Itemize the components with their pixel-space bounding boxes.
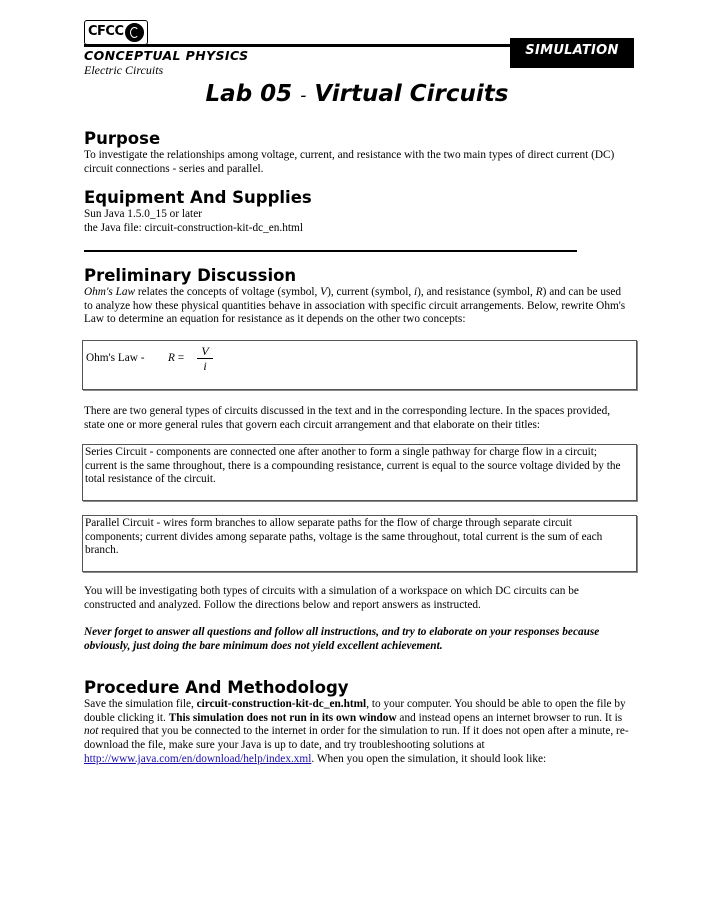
- course-name: CONCEPTUAL PHYSICS: [84, 48, 249, 63]
- file-name: circuit-construction-kit-dc_en.html: [196, 698, 367, 710]
- simulation-badge: SIMULATION: [510, 38, 634, 68]
- equipment-list: [84, 208, 629, 235]
- series-answer-box[interactable]: [82, 444, 637, 501]
- procedure-run: required that you be connected to the internet in order for the simulation to run. If it does not open after a minute, re-download the file, make sure your Java is up to date, and try troubleshooting solutions at: [84, 725, 629, 752]
- equipment-item: the Java file: circuit-construction-kit-dc_en.html: [84, 221, 303, 234]
- procedure-run: and instead opens an internet browser to run. It is: [396, 711, 623, 724]
- unit-name: Electric Circuits: [84, 63, 164, 77]
- procedure-run: , to your computer. You should be able to open the file by double clicking it.: [84, 698, 626, 724]
- section-divider: [84, 250, 577, 252]
- fraction-denominator: i: [203, 359, 207, 373]
- warning-bold: This simulation does not run in its own window: [168, 711, 397, 724]
- purpose-heading: Purpose: [84, 129, 161, 148]
- intro-text: ), current (symbol,: [327, 286, 414, 298]
- title-dash: -: [300, 86, 307, 106]
- resistance-symbol: R: [535, 286, 543, 298]
- preliminary-heading: Preliminary Discussion: [84, 266, 297, 285]
- ohms-law-fraction: [197, 344, 213, 373]
- circuit-types-text: There are two general types of circuits discussed in the text and in the corresponding lecture. In the spaces provided, state one or more general rules that govern each circuit arrangement and that elaborate on their titles:: [84, 405, 611, 431]
- investigation-text: You will be investigating both types of circuits with a simulation of a workspace on which DC circuits can be constructed and analyzed. Follow the directions below and report answers as instructed.: [84, 585, 579, 611]
- fraction-numerator: V: [197, 344, 213, 359]
- purpose-text: To investigate the relationships among voltage, current, and resistance with the two main types of direct current (DC) circuit connections - series and parallel.: [84, 149, 615, 175]
- java-help-link[interactable]: http://www.java.com/en/download/help/index.xml: [84, 752, 312, 765]
- parallel-answer: Parallel Circuit - wires form branches to allow separate paths for the flow of charge through separate circuit components; current divides among separate paths, voltage is the same throughout, total current is the sum of each branch.: [85, 517, 603, 557]
- intro-text: relates the concepts of voltage (symbol,: [135, 286, 321, 298]
- parallel-answer-box[interactable]: [82, 515, 637, 572]
- equipment-item: Sun Java 1.5.0_15 or later: [84, 208, 202, 220]
- resistance-symbol: R: [168, 352, 175, 364]
- ohms-law-label: Ohm's Law -: [86, 352, 145, 364]
- cfcc-seal-icon: [125, 23, 144, 42]
- ohms-law-term: Ohm's Law: [84, 286, 136, 298]
- lab-name: Virtual Circuits: [314, 81, 509, 107]
- lab-number: Lab 05: [205, 81, 293, 107]
- instruction-note: Never forget to answer all questions and follow all instructions, and try to elaborate on your responses because obviously, just doing the bare minimum does not yield excellent achievement.: [84, 626, 600, 652]
- page-title: [0, 81, 714, 107]
- series-answer: Series Circuit - components are connected one after another to form a single pathway for charge flow in a circuit; current is the same throughout, there is a compounding resistance, current is equal to the source voltage divided by the total resistance of the circuit.: [85, 446, 621, 486]
- current-symbol: i: [413, 286, 418, 298]
- ohms-law-lhs: R =: [168, 352, 185, 364]
- cfcc-logo: [84, 20, 148, 45]
- intro-text: ) and can be used to analyze how these physical quantities behave in association with specific circuit arrangements. Below, rewrite Ohm's Law to determine an equation for resistance as it depends on the other two concepts:: [84, 286, 626, 326]
- logo-text: CFCC: [88, 24, 124, 39]
- emphasis-not: not: [84, 725, 99, 738]
- procedure-text: [84, 698, 629, 767]
- procedure-heading: Procedure And Methodology: [84, 678, 349, 697]
- intro-text: ), and resistance (symbol,: [417, 286, 536, 298]
- voltage-symbol: V: [320, 286, 328, 298]
- header-rule: [84, 44, 512, 47]
- equipment-heading: Equipment And Supplies: [84, 188, 312, 207]
- procedure-run: Save the simulation file,: [84, 698, 197, 710]
- preliminary-intro: [84, 286, 629, 327]
- ohms-law-answer-box[interactable]: [82, 340, 637, 390]
- procedure-run: . When you open the simulation, it should look like:: [311, 752, 547, 765]
